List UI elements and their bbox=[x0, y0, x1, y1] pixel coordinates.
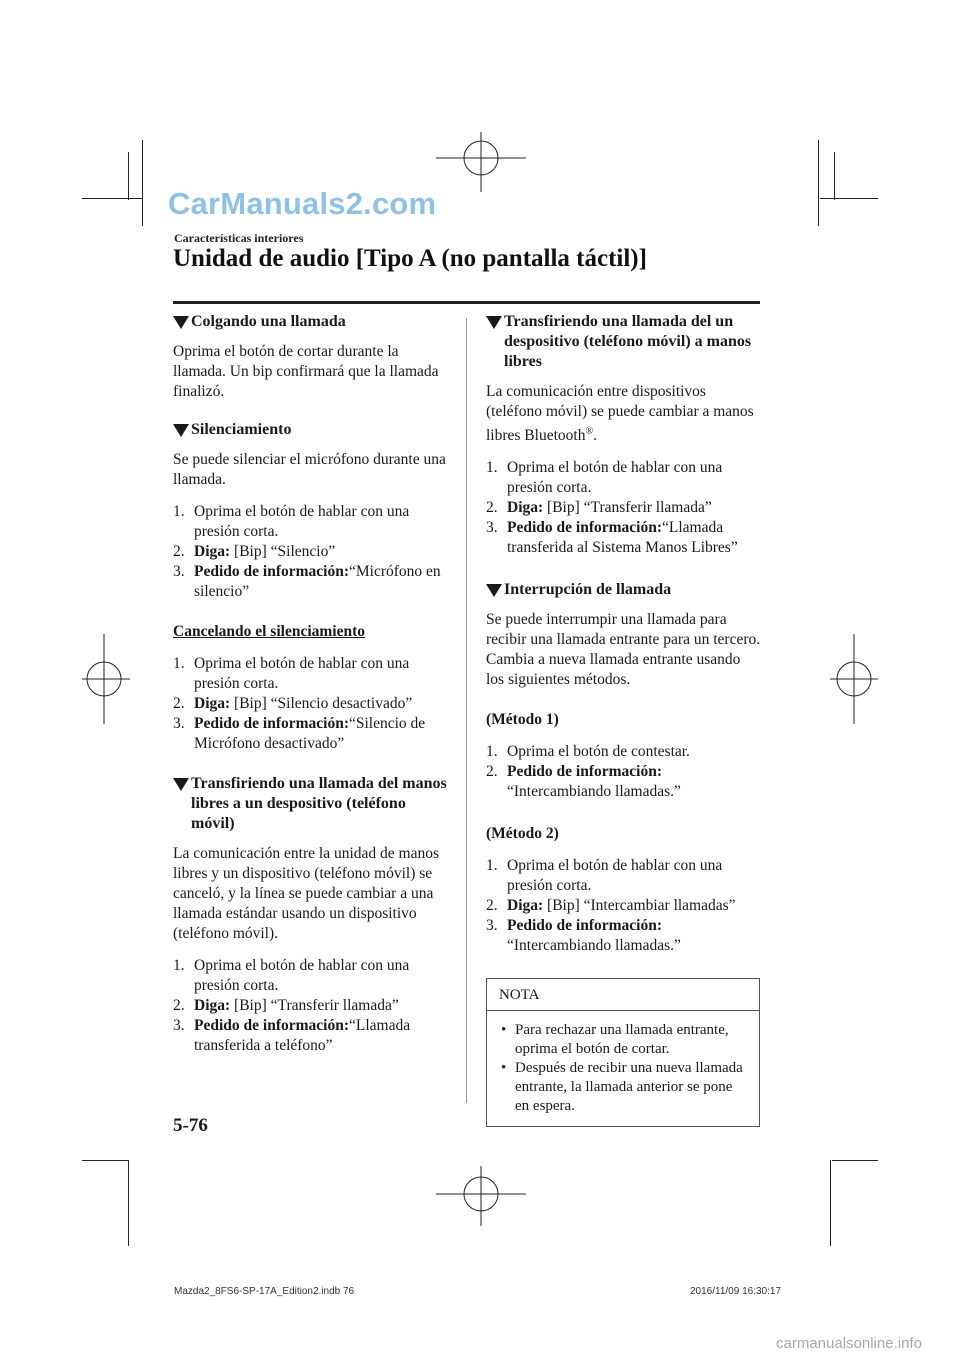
registration-mark-icon bbox=[82, 634, 130, 724]
registration-mark-icon bbox=[436, 132, 526, 192]
title-rule bbox=[173, 301, 760, 304]
note-box bbox=[486, 978, 760, 1127]
crop-mark bbox=[818, 140, 819, 226]
crop-mark bbox=[82, 198, 142, 199]
bullet-icon: • bbox=[501, 1022, 507, 1039]
column-divider bbox=[466, 318, 467, 1103]
triangle-icon bbox=[486, 316, 502, 329]
step-item: 2. Diga: [Bip] “Intercambiar llamadas” bbox=[486, 897, 736, 915]
note-bullet: • Para rechazar una llamada entrante, oprima el botón de cortar. bbox=[501, 1022, 729, 1058]
left-column bbox=[173, 312, 451, 1056]
note-title: NOTA bbox=[487, 979, 759, 1011]
step-item: 3. Pedido de información:“Llamada transferida a teléfono” bbox=[173, 1017, 411, 1054]
crop-mark bbox=[82, 1160, 128, 1161]
subheading: Cancelando el silenciamiento bbox=[173, 623, 366, 640]
paragraph: Oprima el botón de cortar durante la llamada. Un bip confirmará que la llamada finalizó. bbox=[173, 343, 439, 400]
watermark-bottom: carmanualsonline.info bbox=[776, 1335, 922, 1352]
footer-file: Mazda2_8FS6-SP-17A_Edition2.indb 76 bbox=[174, 1286, 355, 1297]
step-item: 1. Oprima el botón de hablar con una presión corta. bbox=[173, 655, 410, 692]
step-item: 2. Diga: [Bip] “Transferir llamada” bbox=[173, 997, 399, 1014]
paragraph: La comunicación entre dispositivos (teléfono móvil) se puede cambiar a manos libres Bluetooth®. bbox=[486, 383, 754, 445]
step-item: 1. Oprima el botón de contestar. bbox=[486, 743, 690, 761]
method-label: (Método 2) bbox=[486, 825, 559, 843]
registration-mark-icon bbox=[830, 634, 878, 724]
registration-mark-icon bbox=[436, 1166, 526, 1226]
crop-mark bbox=[832, 1160, 878, 1161]
step-list bbox=[173, 654, 451, 754]
note-body bbox=[487, 1011, 759, 1126]
triangle-icon bbox=[173, 778, 189, 791]
section-transfer-to-handsfree bbox=[486, 312, 762, 558]
step-item: 3. Pedido de información:“Silencio de Micrófono desactivado” bbox=[173, 715, 426, 752]
section-heading: Transfiriendo una llamada del un despositivo (teléfono móvil) a manos libres bbox=[486, 312, 762, 372]
crop-mark bbox=[142, 140, 143, 226]
step-list bbox=[173, 956, 451, 1056]
bullet-icon: • bbox=[501, 1060, 507, 1077]
method-label: (Método 1) bbox=[486, 711, 559, 729]
page-title: Unidad de audio [Tipo A (no pantalla táctil)] bbox=[173, 245, 647, 272]
step-item: 1. Oprima el botón de hablar con una presión corta. bbox=[486, 459, 723, 497]
step-item: 3. Pedido de información:“Llamada transferida al Sistema Manos Libres” bbox=[486, 519, 738, 557]
note-bullet: • Después de recibir una nueva llamada entrante, la llamada anterior se pone en espera. bbox=[501, 1060, 743, 1115]
paragraph: Cambia a nueva llamada entrante usando los siguientes métodos. bbox=[486, 651, 741, 689]
section-label: Características interiores bbox=[174, 231, 304, 245]
step-list bbox=[486, 742, 762, 802]
section-heading: Silenciamiento bbox=[173, 420, 451, 440]
crop-mark bbox=[830, 1160, 831, 1246]
step-item: 1. Oprima el botón de hablar con una presión corta. bbox=[486, 857, 723, 895]
step-item: 2. Diga: [Bip] “Silencio desactivado” bbox=[173, 695, 413, 712]
step-item: 2. Diga: [Bip] “Silencio” bbox=[173, 543, 336, 560]
crop-mark bbox=[128, 1160, 129, 1246]
triangle-icon bbox=[486, 584, 502, 597]
footer-date: 2016/11/09 16:30:17 bbox=[690, 1286, 782, 1297]
step-list bbox=[486, 856, 762, 956]
step-item: 2. Pedido de información: “Intercambiando llamadas.” bbox=[486, 763, 681, 801]
right-column bbox=[486, 312, 762, 1127]
section-interrupt bbox=[486, 580, 762, 956]
step-list bbox=[173, 502, 451, 602]
section-heading: Transfiriendo una llamada del manos libres a un despositivo (teléfono móvil) bbox=[173, 774, 451, 834]
paragraph: Se puede interrumpir una llamada para recibir una llamada entrante para un tercero. bbox=[486, 611, 761, 649]
section-mute bbox=[173, 420, 451, 602]
crop-mark bbox=[128, 152, 129, 200]
step-item: 3. Pedido de información: “Intercambiando llamadas.” bbox=[486, 917, 681, 955]
crop-mark bbox=[834, 152, 835, 200]
step-item: 2. Diga: [Bip] “Transferir llamada” bbox=[486, 499, 712, 517]
triangle-icon bbox=[173, 424, 189, 437]
section-heading: Colgando una llamada bbox=[173, 312, 451, 332]
watermark-top: CarManuals2.com bbox=[168, 186, 437, 221]
section-heading: Interrupción de llamada bbox=[486, 580, 762, 600]
section-transfer-to-phone bbox=[173, 774, 451, 1056]
step-item: 3. Pedido de información:“Micrófono en silencio” bbox=[173, 563, 441, 600]
triangle-icon bbox=[173, 316, 189, 329]
section-cancel-mute bbox=[173, 622, 451, 754]
paragraph: Se puede silenciar el micrófono durante una llamada. bbox=[173, 451, 446, 488]
page-number: 5-76 bbox=[173, 1115, 208, 1136]
step-item: 1. Oprima el botón de hablar con una presión corta. bbox=[173, 957, 410, 994]
crop-mark bbox=[820, 198, 878, 199]
section-hang-up bbox=[173, 312, 451, 402]
step-list bbox=[486, 458, 762, 558]
step-item: 1. Oprima el botón de hablar con una presión corta. bbox=[173, 503, 410, 540]
paragraph: La comunicación entre la unidad de manos libres y un dispositivo (teléfono móvil) se canceló, y la línea se puede cambiar a una llamada estándar usando un dispositivo (teléfono móvil). bbox=[173, 845, 439, 942]
